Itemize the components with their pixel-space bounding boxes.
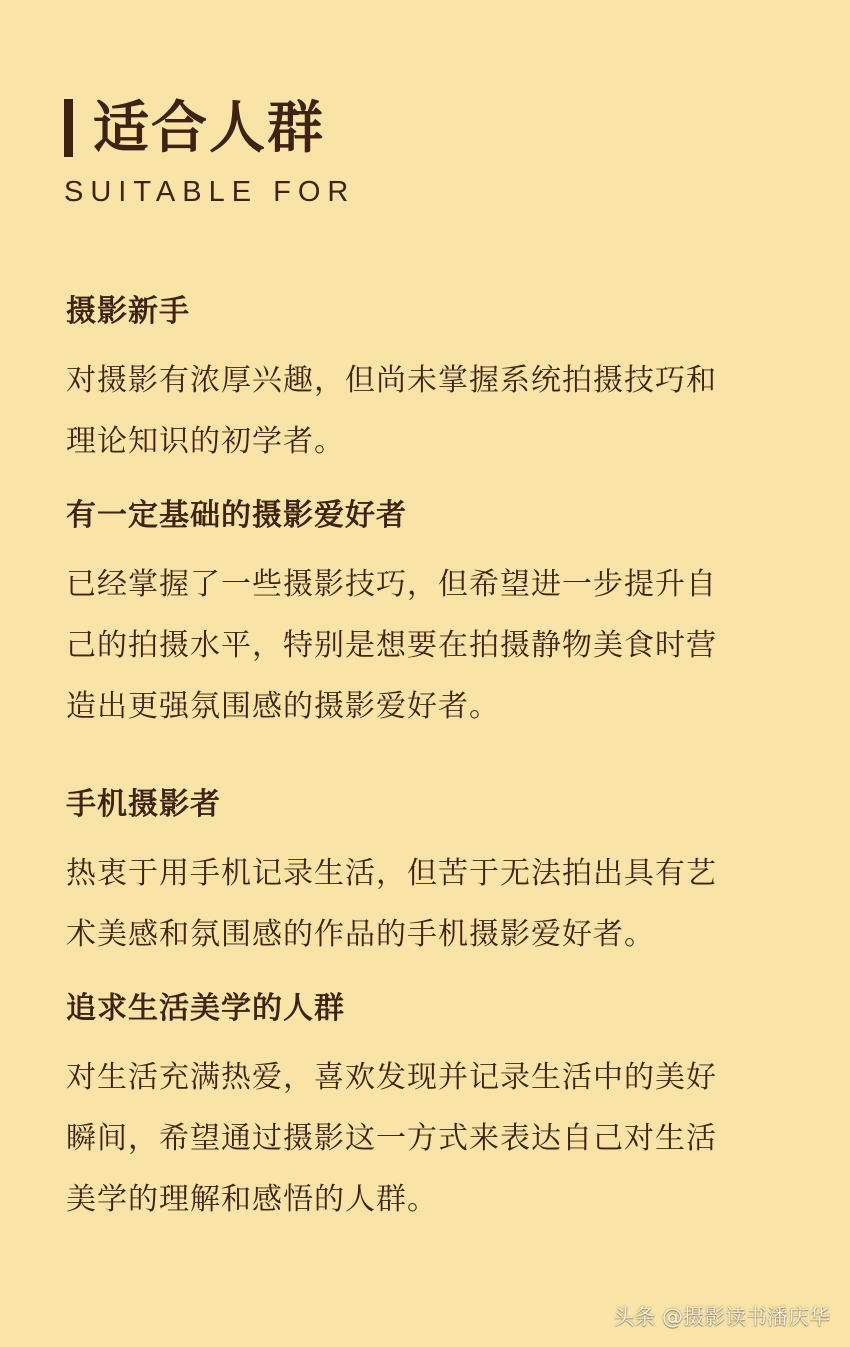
body-line: 术美感和氛围感的作品的手机摄影爱好者。 [66, 917, 655, 952]
source-watermark: 头条 @摄影读书潘庆华 [613, 1305, 830, 1329]
body-line: 造出更强氛围感的摄影爱好者。 [66, 689, 500, 724]
body-line: 美学的理解和感悟的人群。 [66, 1182, 438, 1217]
body-line: 对生活充满热爱，喜欢发现并记录生活中的美好 [66, 1060, 717, 1095]
body-line: 己的拍摄水平，特别是想要在拍摄静物美食时营 [66, 628, 717, 663]
title-row [64, 96, 355, 160]
section-body [66, 1047, 786, 1230]
body-line: 瞬间，希望通过摄影这一方式来表达自己对生活 [66, 1121, 717, 1156]
section-mobile-photographers [66, 783, 786, 965]
section-lifestyle-aesthetics [66, 987, 786, 1230]
section-body [66, 554, 786, 737]
section-enthusiasts [66, 494, 786, 737]
section-heading: 追求生活美学的人群 [66, 991, 345, 1026]
title-accent-bar [64, 99, 73, 157]
header [64, 96, 355, 210]
body-line: 热衷于用手机记录生活，但苦于无法拍出具有艺 [66, 856, 717, 891]
body-line: 对摄影有浓厚兴趣，但尚未掌握系统拍摄技巧和 [66, 363, 717, 398]
section-heading: 手机摄影者 [66, 787, 221, 822]
section-beginners [66, 290, 786, 472]
section-body [66, 843, 786, 965]
page-title: 适合人群 [93, 95, 325, 161]
page-subtitle: SUITABLE FOR [64, 176, 356, 208]
section-heading: 有一定基础的摄影爱好者 [66, 498, 407, 533]
body-line: 理论知识的初学者。 [66, 424, 345, 459]
body-line: 已经掌握了一些摄影技巧，但希望进一步提升自 [66, 567, 717, 602]
section-heading: 摄影新手 [66, 294, 190, 329]
section-body [66, 350, 786, 472]
audience-sections [66, 290, 786, 1252]
